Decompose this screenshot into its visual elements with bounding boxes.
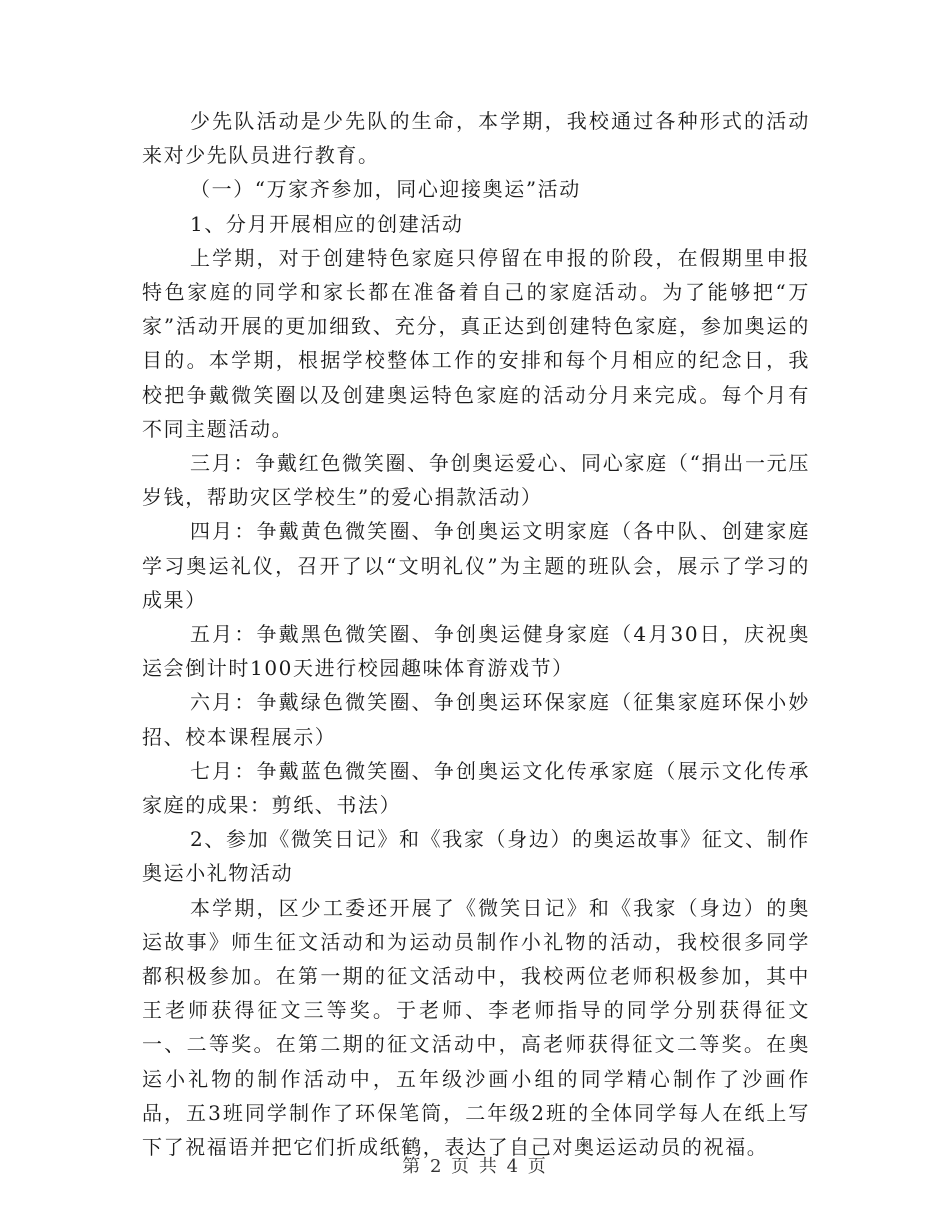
subheading-monthly-activities: 1、分月开展相应的创建活动 <box>190 211 464 236</box>
paragraph-last-term: 上学期，对于创建特色家庭只停留在申报的阶段，在假期里申报特色家庭的同学和家长都在准备着自己的家庭活动。为了能够把“万家”活动开展的更加细致、充分，真正达到创建特色家庭，参加奥运的目的。本学期，根据学校整体工作的安排和每个月相应的纪念日，我校把争戴微笑圈以及创建奥运特色家庭的活动分月来完成。每个月有不同主题活动。 <box>142 245 810 441</box>
paragraph-may: 五月：争戴黑色微笑圈、争创奥运健身家庭（4月30日，庆祝奥运会倒计时100天进行校园趣味体育游戏节） <box>142 622 810 681</box>
paragraph-july: 七月：争戴蓝色微笑圈、争创奥运文化传承家庭（展示文化传承家庭的成果：剪纸、书法） <box>142 758 810 818</box>
page-number-footer: 第 2 页 共 4 页 <box>402 1156 548 1177</box>
paragraph-april: 四月：争戴黄色微笑圈、争创奥运文明家庭（各中队、创建家庭学习奥运礼仪，召开了以“文明礼仪”为主题的班队会，展示了学习的成果） <box>142 519 810 612</box>
paragraph-intro: 少先队活动是少先队的生命，本学期，我校通过各种形式的活动来对少先队员进行教育。 <box>142 109 810 168</box>
paragraph-june: 六月：争戴绿色微笑圈、争创奥运环保家庭（征集家庭环保小妙招、校本课程展示） <box>142 690 810 749</box>
section-heading-wanjia: （一）“万家齐参加，同心迎接奥运”活动 <box>190 177 581 202</box>
paragraph-march: 三月：争戴红色微笑圈、争创奥运爱心、同心家庭（“捐出一元压岁钱，帮助灾区学校生”的爱心捐款活动） <box>142 451 810 510</box>
paragraph-essay-results: 本学期，区少工委还开展了《微笑日记》和《我家（身边）的奥运故事》师生征文活动和为运动员制作小礼物的活动，我校很多同学都积极参加。在第一期的征文活动中，我校两位老师积极参加，其中王老师获得征文三等奖。于老师、李老师指导的同学分别获得征文一、二等奖。在第二期的征文活动中，高老师获得征文二等奖。在奥运小礼物的制作活动中，五年级沙画小组的同学精心制作了沙画作品，五3班同学制作了环保笔筒，二年级2班的全体同学每人在纸上写下了祝福语并把它们折成纸鹤，表达了自己对奥运运动员的祝福。 <box>142 895 810 1160</box>
subheading-essay-gifts: 2、参加《微笑日记》和《我家（身边）的奥运故事》征文、制作奥运小礼物活动 <box>142 827 810 886</box>
document-body <box>142 104 810 1164</box>
